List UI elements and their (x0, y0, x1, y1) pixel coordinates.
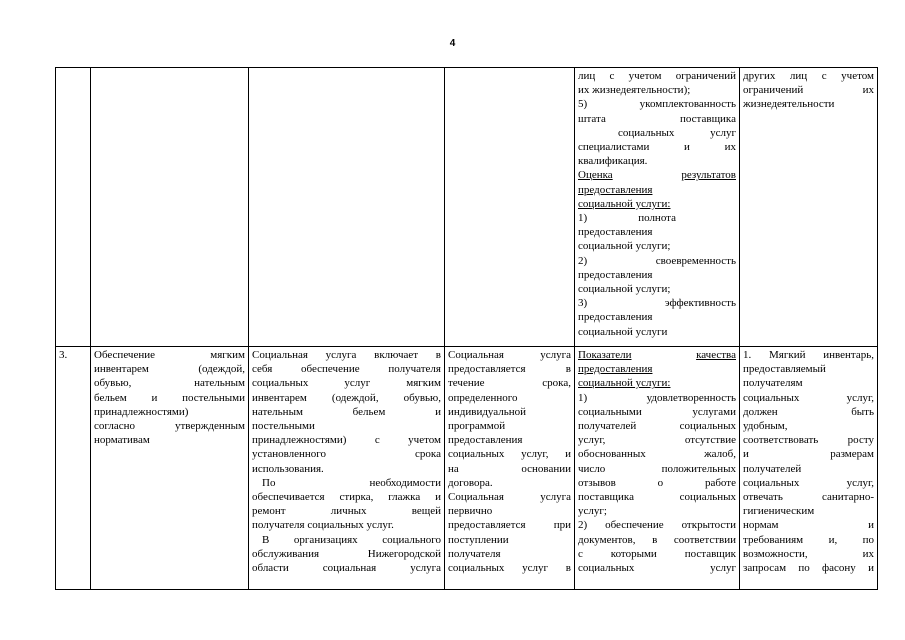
text-line: предоставления (578, 226, 653, 239)
text-word: соответствии (673, 533, 736, 546)
text-word: нормам (743, 519, 779, 532)
text-word: услуг (522, 562, 549, 575)
text-word: в (652, 533, 658, 546)
text-line (578, 168, 736, 182)
text-word: Мягкий (769, 349, 806, 361)
cell-number: 3. (56, 347, 91, 590)
text-word: услуга (410, 562, 441, 575)
text-word: социального (382, 533, 441, 546)
text-line: удобным, (743, 420, 788, 433)
text-word: включает (374, 349, 419, 361)
text-word: услуг (344, 377, 371, 390)
text-word: личных (330, 505, 367, 518)
text-word: нательным (194, 377, 245, 390)
text-line: услуг; (578, 505, 607, 518)
text-line (743, 561, 874, 575)
text-line: предоставляемый (743, 363, 826, 376)
text-word: течение (448, 377, 485, 390)
text-line: квалификация. (578, 155, 648, 168)
text-line (578, 69, 736, 83)
text-line (448, 462, 571, 476)
text-word: принадлежностями) (252, 434, 347, 447)
text-word: глажка (388, 491, 421, 504)
text-line: жизнедеятельности (743, 98, 835, 111)
text-line: получателя (448, 547, 501, 560)
text-line (448, 348, 571, 362)
text-line (252, 376, 441, 390)
text-line (743, 547, 874, 561)
text-word: себя (252, 363, 273, 376)
text-line: нормативам (94, 434, 150, 447)
text-word: услугами (692, 405, 736, 418)
text-word: услуг, (578, 434, 606, 447)
text-line (578, 348, 736, 362)
text-word: с (821, 70, 827, 82)
text-word: с (578, 547, 583, 560)
text-word: поставщика (578, 491, 634, 504)
text-word: необходимости (369, 476, 441, 489)
text-line (448, 376, 571, 390)
cell-service-terms (445, 347, 575, 590)
text-word: Показатели (578, 349, 632, 361)
text-word: Оценка (578, 169, 613, 182)
text-word: ограничений (675, 70, 736, 82)
text-line: социальной услуги; (578, 283, 671, 296)
text-line (252, 433, 441, 447)
text-word: работе (704, 476, 736, 489)
text-line (578, 490, 736, 504)
text-line: социальной услуги; (578, 240, 671, 253)
text-line (578, 97, 736, 111)
text-word: обеспечение (301, 363, 360, 376)
text-line (252, 490, 441, 504)
text-word: их (724, 141, 736, 154)
text-line (252, 362, 441, 376)
text-word: Социальная (448, 349, 504, 361)
text-line (743, 433, 874, 447)
text-line (578, 561, 736, 575)
text-word: Социальная (252, 349, 308, 361)
table-row (56, 347, 878, 590)
cell-quality-indicators (575, 347, 740, 590)
cell-number (56, 68, 91, 347)
text-line (578, 254, 736, 268)
text-word: размерам (830, 448, 874, 461)
text-word: бельем (352, 405, 386, 418)
cell-quality-indicators (575, 68, 740, 347)
text-word: возможности, (743, 547, 808, 560)
text-word: обеспечивается (252, 491, 325, 504)
text-word: получателей (578, 420, 637, 433)
text-word: обслуживания (252, 547, 320, 560)
text-word: (одеждой, (331, 391, 379, 404)
text-word: инвентарем (252, 391, 307, 404)
text-line (252, 476, 441, 490)
text-word: в (565, 562, 571, 575)
text-word: о (657, 476, 664, 489)
text-word: получателя (388, 363, 441, 376)
text-line: получателям (743, 377, 803, 390)
text-line: предоставления (448, 434, 523, 447)
text-word: социальных (448, 448, 505, 461)
text-word: бельем (94, 391, 127, 404)
text-line (578, 462, 736, 476)
text-word: которыми (610, 547, 657, 560)
text-word: должен (743, 405, 778, 418)
text-word: вещей (411, 505, 441, 518)
text-word: поставщик (684, 547, 736, 560)
text-line (252, 504, 441, 518)
text-word: 2) (578, 254, 588, 267)
text-line (448, 490, 571, 504)
services-table (55, 67, 878, 590)
text-word: услуга (540, 491, 571, 504)
text-word: учетом (841, 70, 874, 82)
cell-service-name (91, 347, 249, 590)
text-word: лиц (578, 70, 596, 82)
text-line (448, 561, 571, 575)
text-line (743, 391, 874, 405)
text-line (578, 126, 736, 140)
text-word: области (252, 562, 289, 575)
text-word: с (609, 70, 615, 82)
text-word: социальных (679, 491, 736, 504)
text-word: своевременность (655, 254, 736, 267)
text-word: быть (851, 405, 874, 418)
text-line (578, 112, 736, 126)
text-line (578, 518, 736, 532)
text-word: число (578, 462, 606, 475)
text-word: 5) (578, 98, 588, 111)
text-line (252, 533, 441, 547)
text-word: предоставляется (448, 519, 526, 532)
text-word: качества (696, 349, 736, 361)
text-word: отсутствие (684, 434, 736, 447)
text-word: Нижегородской (367, 547, 441, 560)
text-line: предоставления (578, 268, 653, 281)
text-line: первично (448, 505, 493, 518)
text-line: их жизнедеятельности); (578, 84, 691, 97)
cell-service-content (249, 68, 445, 347)
text-word: 1) (578, 212, 588, 225)
text-word: ограничений (743, 84, 804, 97)
text-line (448, 447, 571, 461)
text-line: социальной услуги: (578, 197, 671, 210)
text-line: предоставления (578, 311, 653, 324)
text-word: других (743, 70, 776, 82)
text-line: гигиеническим (743, 505, 815, 518)
text-word: штата (578, 112, 606, 125)
text-line (743, 83, 874, 97)
text-word: санитарно- (821, 491, 874, 504)
text-line: принадлежностями) (94, 405, 189, 418)
text-line (578, 391, 736, 405)
text-word: жалоб, (704, 448, 736, 461)
text-word: и (435, 491, 441, 504)
text-word: их (862, 547, 874, 560)
text-word: 1) (578, 391, 588, 404)
text-word: Обеспечение (94, 349, 155, 361)
text-line: постельными (252, 420, 315, 433)
text-line (94, 419, 245, 433)
text-line: поступлении (448, 533, 509, 546)
text-word: учетом (628, 70, 662, 82)
text-line: социальной услуги (578, 325, 668, 338)
text-word: и (868, 562, 874, 575)
text-word: на (448, 462, 459, 475)
text-word: укомплектованность (639, 98, 736, 111)
text-word: росту (847, 434, 874, 447)
text-line (743, 348, 874, 362)
text-word: положительных (661, 462, 736, 475)
text-line (578, 419, 736, 433)
text-word: отзывов (578, 476, 616, 489)
text-line (578, 140, 736, 154)
text-word: результатов (681, 169, 736, 182)
text-word: по (862, 533, 874, 546)
text-word: и, (828, 533, 838, 546)
text-word: постельными (182, 391, 245, 404)
text-word: удовлетворенность (646, 391, 736, 404)
text-word: по (798, 562, 810, 575)
text-line (743, 476, 874, 490)
text-line (743, 490, 874, 504)
text-word: при (553, 519, 571, 532)
text-word: инвентарь, (823, 349, 874, 361)
text-word: Социальная (448, 491, 504, 504)
text-word: В (262, 533, 270, 546)
text-line (743, 447, 874, 461)
text-line (94, 376, 245, 390)
text-word: поставщика (680, 112, 736, 125)
text-word: услуг (710, 126, 736, 139)
text-word: и (151, 391, 158, 404)
text-line (578, 447, 736, 461)
text-line (578, 296, 736, 310)
text-line (743, 518, 874, 532)
text-word: лиц (789, 70, 808, 82)
text-line (743, 69, 874, 83)
cell-service-name (91, 68, 249, 347)
text-word: их (862, 84, 874, 97)
text-line (578, 433, 736, 447)
text-word: в (435, 349, 441, 361)
text-word: социальных (679, 420, 736, 433)
text-word: (одеждой, (198, 363, 245, 376)
text-line: определенного (448, 391, 518, 404)
cell-service-terms (445, 68, 575, 347)
text-word: услуг, (521, 448, 549, 461)
text-word: услуг, (846, 391, 874, 404)
text-word: По (262, 476, 276, 489)
text-word: социальных (252, 377, 309, 390)
text-line (252, 405, 441, 419)
text-line (94, 348, 245, 362)
text-line (252, 447, 441, 461)
text-word: 1. (743, 349, 752, 361)
text-word: услуг, (846, 476, 874, 489)
text-word: обувью, (403, 391, 441, 404)
text-word: стирка, (339, 491, 374, 504)
text-word: согласно (94, 420, 135, 433)
text-word: специалистами (578, 141, 650, 154)
text-line: индивидуальной (448, 405, 527, 418)
text-line: предоставления (578, 363, 653, 376)
text-word: 2) (578, 519, 588, 532)
text-line: социальной услуги: (578, 377, 671, 390)
text-word: и (565, 448, 571, 461)
text-line (578, 547, 736, 561)
text-word: социальных (743, 476, 800, 489)
text-word: отвечать (743, 491, 783, 504)
text-word: услуга (325, 349, 357, 361)
text-word: требованиям (743, 533, 804, 546)
text-word: срока, (542, 377, 571, 390)
text-word: социальная (322, 562, 377, 575)
text-line (252, 561, 441, 575)
text-line (252, 547, 441, 561)
text-line: договора. (448, 476, 493, 489)
text-line (94, 362, 245, 376)
text-line (448, 518, 571, 532)
text-word: и (868, 519, 874, 532)
text-word: мягким (210, 349, 245, 361)
text-line: получателя социальных услуг. (252, 519, 394, 532)
text-line (578, 533, 736, 547)
text-line: получателей (743, 462, 802, 475)
text-word: 3) (578, 297, 588, 310)
text-word: социальных (618, 126, 675, 139)
page-number: 4 (449, 38, 456, 49)
text-line (578, 211, 736, 225)
text-word: фасону (822, 562, 856, 575)
text-word: социальных (448, 562, 505, 575)
text-word: полнота (638, 212, 676, 225)
text-word: предоставляется (448, 363, 526, 376)
text-word: мягким (406, 377, 441, 390)
text-word: эффективность (664, 297, 736, 310)
table-row (56, 68, 878, 347)
text-word: и (435, 405, 441, 418)
cell-service-content (249, 347, 445, 590)
text-line (578, 476, 736, 490)
text-word: учетом (408, 434, 441, 447)
text-line (252, 348, 441, 362)
text-word: инвентарем (94, 363, 149, 376)
text-word: в (565, 363, 571, 376)
text-word: социальных (743, 391, 800, 404)
text-line (743, 405, 874, 419)
text-line (94, 391, 245, 405)
text-word: с (374, 434, 380, 447)
text-word: документов, (578, 533, 636, 546)
text-line: программой (448, 420, 506, 433)
text-line: использования. (252, 462, 324, 475)
text-word: и (743, 448, 749, 461)
text-word: социальных (578, 562, 635, 575)
text-word: установленного (252, 448, 327, 461)
text-word: соответствовать (743, 434, 819, 447)
text-line: предоставления (578, 183, 653, 196)
text-word: обеспечение (605, 519, 664, 532)
text-word: утвержденным (174, 420, 245, 433)
text-line (743, 533, 874, 547)
text-line (448, 362, 571, 376)
text-word: организациях (293, 533, 358, 546)
text-line (578, 405, 736, 419)
text-word: ремонт (252, 505, 286, 518)
text-line (252, 391, 441, 405)
text-word: услуга (540, 349, 571, 361)
text-word: услуг (710, 562, 736, 575)
text-word: обоснованных (578, 448, 646, 461)
text-word: и (684, 141, 690, 154)
text-word: нательным (252, 405, 303, 418)
text-word: социальными (578, 405, 642, 418)
text-word: срока (415, 448, 441, 461)
cell-conditions (740, 347, 878, 590)
cell-conditions (740, 68, 878, 347)
text-word: обувью, (94, 377, 132, 390)
text-word: открытости (681, 519, 736, 532)
text-word: запросам (743, 562, 787, 575)
text-word: основании (521, 462, 571, 475)
